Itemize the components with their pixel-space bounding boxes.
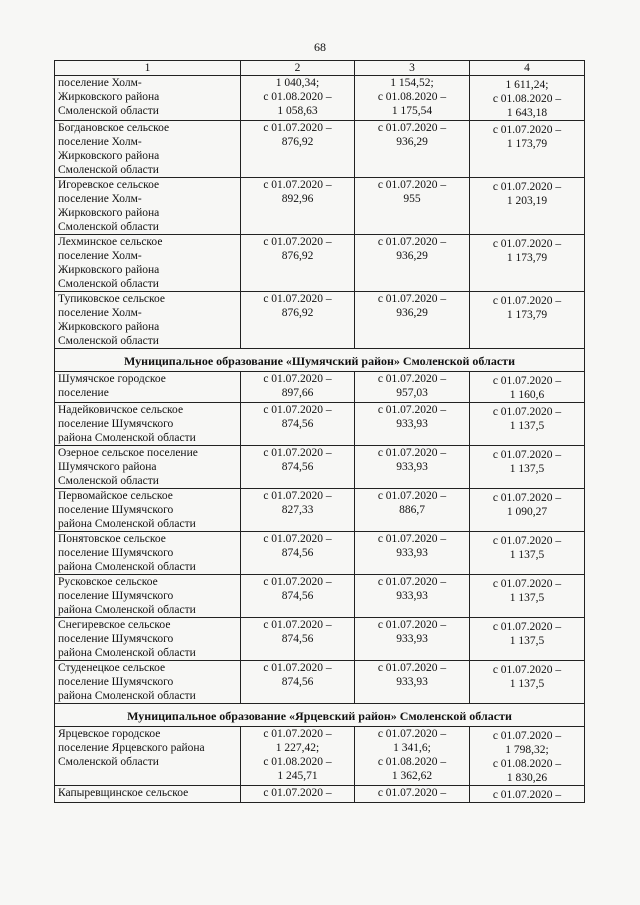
tariff-cell-col4: с 01.07.2020 – 1 173,79 <box>470 235 585 292</box>
tariff-cell-col4: с 01.07.2020 – 1 173,79 <box>470 292 585 349</box>
section-title: Муниципальное образование «Шумячский район» Смоленской области <box>55 349 585 372</box>
tariff-cell-col4: с 01.07.2020 – 1 160,6 <box>470 372 585 403</box>
table-row <box>55 372 585 403</box>
tariff-cell-col4: с 01.07.2020 – <box>470 786 585 803</box>
municipality-name-cell: Понятовское сельское поселение Шумячского района Смоленской области <box>55 532 241 575</box>
tariff-cell-col3: с 01.07.2020 – 933,93 <box>355 532 470 575</box>
tariff-cell-col2: с 01.07.2020 – 876,92 <box>241 292 355 349</box>
tariff-cell-col3: с 01.07.2020 – 957,03 <box>355 372 470 403</box>
tariff-cell-col2: с 01.07.2020 – 874,56 <box>241 532 355 575</box>
tariff-cell-col3: с 01.07.2020 – 933,93 <box>355 618 470 661</box>
column-number-1: 1 <box>55 61 241 76</box>
column-number-4: 4 <box>470 61 585 76</box>
column-number-row <box>55 61 585 76</box>
table-row <box>55 786 585 803</box>
table-row <box>55 727 585 786</box>
table-row <box>55 661 585 704</box>
tariff-cell-col4: с 01.07.2020 – 1 137,5 <box>470 403 585 446</box>
table-body <box>55 76 585 803</box>
municipality-name-cell: Первомайское сельское поселение Шумячского района Смоленской области <box>55 489 241 532</box>
table-row <box>55 76 585 121</box>
tariff-cell-col3: с 01.07.2020 – 933,93 <box>355 403 470 446</box>
tariff-cell-col3: 1 154,52; с 01.08.2020 – 1 175,54 <box>355 76 470 121</box>
tariff-cell-col2: с 01.07.2020 – 876,92 <box>241 121 355 178</box>
table-row <box>55 121 585 178</box>
section-title: Муниципальное образование «Ярцевский район» Смоленской области <box>55 704 585 727</box>
municipality-name-cell: Тупиковское сельское поселение Холм- Жирковского района Смоленской области <box>55 292 241 349</box>
tariff-cell-col3: с 01.07.2020 – <box>355 786 470 803</box>
municipality-name-cell: Русковское сельское поселение Шумячского района Смоленской области <box>55 575 241 618</box>
municipality-name-cell: Озерное сельское поселение Шумячского района Смоленской области <box>55 446 241 489</box>
table-row <box>55 403 585 446</box>
tariff-cell-col3: с 01.07.2020 – 955 <box>355 178 470 235</box>
tariff-cell-col3: с 01.07.2020 – 933,93 <box>355 661 470 704</box>
tariff-cell-col3: с 01.07.2020 – 1 341,6; с 01.08.2020 – 1 362,62 <box>355 727 470 786</box>
page-number: 68 <box>314 40 326 54</box>
tariff-cell-col2: с 01.07.2020 – 874,56 <box>241 446 355 489</box>
municipality-name-cell: Лехминское сельское поселение Холм- Жирковского района Смоленской области <box>55 235 241 292</box>
tariff-cell-col4: 1 611,24; с 01.08.2020 – 1 643,18 <box>470 76 585 121</box>
table-row <box>55 532 585 575</box>
column-number-3: 3 <box>355 61 470 76</box>
tariff-cell-col2: с 01.07.2020 – <box>241 786 355 803</box>
table-row <box>55 446 585 489</box>
tariff-cell-col2: с 01.07.2020 – 1 227,42; с 01.08.2020 – 1 245,71 <box>241 727 355 786</box>
tariff-cell-col2: с 01.07.2020 – 874,56 <box>241 661 355 704</box>
column-number-2: 2 <box>241 61 355 76</box>
municipality-name-cell: Игоревское сельское поселение Холм- Жирковского района Смоленской области <box>55 178 241 235</box>
table-row <box>55 178 585 235</box>
tariff-cell-col2: с 01.07.2020 – 874,56 <box>241 403 355 446</box>
tariff-cell-col3: с 01.07.2020 – 936,29 <box>355 292 470 349</box>
section-header-row <box>55 704 585 727</box>
table-row <box>55 489 585 532</box>
table-row <box>55 618 585 661</box>
tariff-cell-col4: с 01.07.2020 – 1 137,5 <box>470 575 585 618</box>
tariff-table <box>54 60 585 803</box>
tariff-cell-col4: с 01.07.2020 – 1 137,5 <box>470 618 585 661</box>
municipality-name-cell: Шумячское городское поселение <box>55 372 241 403</box>
section-header-row <box>55 349 585 372</box>
tariff-cell-col2: с 01.07.2020 – 876,92 <box>241 235 355 292</box>
municipality-name-cell: Капыревщинское сельское <box>55 786 241 803</box>
tariff-cell-col2: с 01.07.2020 – 874,56 <box>241 575 355 618</box>
municipality-name-cell: Студенецкое сельское поселение Шумячского района Смоленской области <box>55 661 241 704</box>
tariff-cell-col3: с 01.07.2020 – 936,29 <box>355 121 470 178</box>
table-row <box>55 575 585 618</box>
tariff-cell-col3: с 01.07.2020 – 933,93 <box>355 575 470 618</box>
table-row <box>55 235 585 292</box>
tariff-cell-col4: с 01.07.2020 – 1 203,19 <box>470 178 585 235</box>
tariff-cell-col4: с 01.07.2020 – 1 798,32; с 01.08.2020 – 1 830,26 <box>470 727 585 786</box>
municipality-name-cell: Снегиревское сельское поселение Шумячского района Смоленской области <box>55 618 241 661</box>
tariff-cell-col2: с 01.07.2020 – 897,66 <box>241 372 355 403</box>
tariff-cell-col2: с 01.07.2020 – 827,33 <box>241 489 355 532</box>
municipality-name-cell: поселение Холм- Жирковского района Смоленской области <box>55 76 241 121</box>
tariff-cell-col3: с 01.07.2020 – 933,93 <box>355 446 470 489</box>
tariff-cell-col4: с 01.07.2020 – 1 137,5 <box>470 532 585 575</box>
tariff-cell-col2: с 01.07.2020 – 874,56 <box>241 618 355 661</box>
municipality-name-cell: Богдановское сельское поселение Холм- Жирковского района Смоленской области <box>55 121 241 178</box>
tariff-cell-col2: с 01.07.2020 – 892,96 <box>241 178 355 235</box>
tariff-cell-col4: с 01.07.2020 – 1 173,79 <box>470 121 585 178</box>
tariff-cell-col4: с 01.07.2020 – 1 137,5 <box>470 446 585 489</box>
tariff-cell-col4: с 01.07.2020 – 1 090,27 <box>470 489 585 532</box>
municipality-name-cell: Ярцевское городское поселение Ярцевского района Смоленской области <box>55 727 241 786</box>
tariff-cell-col3: с 01.07.2020 – 886,7 <box>355 489 470 532</box>
municipality-name-cell: Надейковичское сельское поселение Шумячского района Смоленской области <box>55 403 241 446</box>
tariff-cell-col4: с 01.07.2020 – 1 137,5 <box>470 661 585 704</box>
table-row <box>55 292 585 349</box>
tariff-cell-col3: с 01.07.2020 – 936,29 <box>355 235 470 292</box>
tariff-cell-col2: 1 040,34; с 01.08.2020 – 1 058,63 <box>241 76 355 121</box>
